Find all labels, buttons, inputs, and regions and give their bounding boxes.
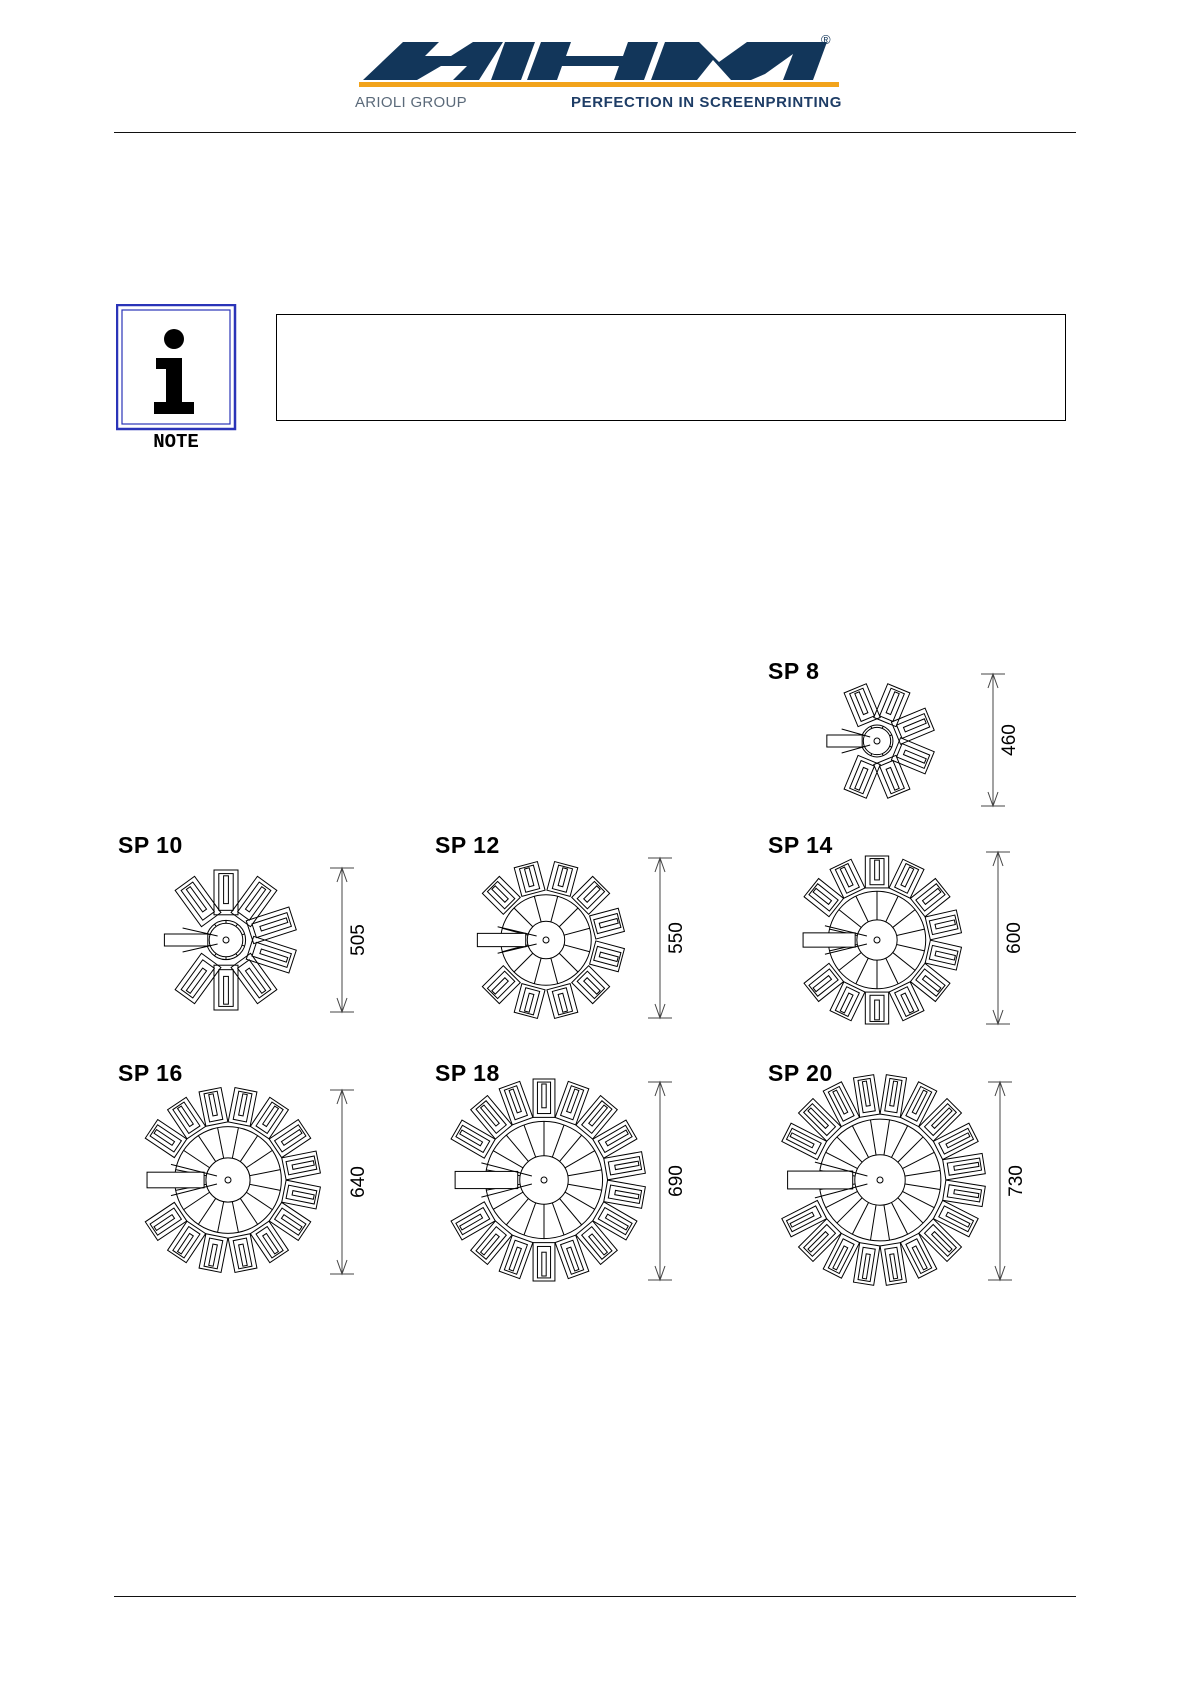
pallet-arm xyxy=(555,1235,589,1279)
note-text-box xyxy=(276,314,1066,421)
hub xyxy=(527,921,564,958)
carousel-drawing xyxy=(760,1058,1110,1294)
model-diagram-sp8 xyxy=(760,654,1050,810)
pallet-arm xyxy=(533,1079,555,1117)
dimension-value: 460 xyxy=(999,724,1020,756)
loading-table xyxy=(827,735,862,747)
loading-table xyxy=(788,1171,853,1189)
carousel-drawing xyxy=(110,1058,460,1288)
model-label: SP 16 xyxy=(118,1060,183,1086)
model-label: SP 20 xyxy=(768,1060,833,1086)
pallet-arm xyxy=(593,1120,637,1158)
model-label: SP 14 xyxy=(768,832,833,858)
hub xyxy=(209,923,243,957)
pallet-arm xyxy=(514,984,545,1019)
pallet-arm xyxy=(865,856,888,888)
left-tagline: ARIOLI GROUP xyxy=(355,94,467,111)
hub xyxy=(206,1158,250,1202)
pallet-arm xyxy=(246,907,296,944)
dimension-value: 690 xyxy=(666,1165,687,1197)
pallet-arm xyxy=(145,1202,187,1240)
pallet-arm xyxy=(228,1088,257,1127)
hub xyxy=(520,1156,568,1204)
hub xyxy=(857,920,897,960)
pallet-arm xyxy=(593,1202,637,1240)
pallet-arm xyxy=(943,1153,986,1179)
model-label: SP 18 xyxy=(435,1060,500,1086)
pallet-arm xyxy=(250,1097,288,1139)
mhm-logo xyxy=(355,30,845,112)
pallet-arm xyxy=(874,755,910,798)
pallet-arm xyxy=(514,862,545,897)
dimension-value: 550 xyxy=(666,922,687,954)
dimension-value: 505 xyxy=(348,924,369,956)
pallet-arm xyxy=(844,684,880,727)
carousel-drawing xyxy=(760,830,1110,1036)
pallet-arm xyxy=(168,1097,206,1139)
model-label: SP 12 xyxy=(435,832,500,858)
pallet-arm xyxy=(943,1180,986,1206)
model-diagram-sp12 xyxy=(428,830,718,1020)
pallet-arm xyxy=(590,908,625,939)
pallet-arm xyxy=(891,708,934,744)
pallet-arm xyxy=(844,755,880,798)
model-label: SP 8 xyxy=(768,658,820,684)
pallet-arm xyxy=(547,984,578,1019)
pallet-arm xyxy=(576,1096,617,1139)
pallet-arm xyxy=(891,738,934,774)
model-diagram-sp16 xyxy=(110,1058,400,1278)
pallet-arm xyxy=(880,1075,906,1118)
dimension-value: 640 xyxy=(348,1166,369,1198)
header-rule xyxy=(114,132,1076,133)
loading-table xyxy=(147,1172,204,1188)
logo-orange-bar xyxy=(359,82,839,87)
loading-table xyxy=(164,934,207,946)
footer-rule xyxy=(114,1596,1076,1597)
pallet-arm xyxy=(853,1243,879,1286)
pallet-arm xyxy=(604,1152,646,1180)
pallet-arm xyxy=(471,1221,512,1264)
pallet-arm xyxy=(199,1088,228,1127)
logo-m-left xyxy=(363,42,503,80)
logo-m-right xyxy=(651,42,827,80)
pallet-arm xyxy=(269,1120,311,1158)
pallet-arm xyxy=(282,1180,321,1209)
right-tagline: PERFECTION IN SCREENPRINTING xyxy=(571,94,842,111)
note-label: NOTE xyxy=(153,431,199,452)
pallet-arm xyxy=(499,1081,533,1125)
pallet-arm xyxy=(865,992,888,1024)
carousel-drawing xyxy=(428,830,778,1030)
pallet-arm xyxy=(451,1202,495,1240)
pallet-arm xyxy=(853,1075,879,1118)
loading-table xyxy=(477,933,525,946)
loading-table xyxy=(455,1171,518,1188)
pallet-arm xyxy=(199,1234,228,1273)
pallet-arm xyxy=(547,862,578,897)
pallet-arm xyxy=(880,1243,906,1286)
logo-h xyxy=(527,42,658,80)
pallet-arm xyxy=(874,684,910,727)
pallet-arm xyxy=(250,1221,288,1263)
pallet-arm xyxy=(590,941,625,972)
pallet-arm xyxy=(145,1120,187,1158)
carousel-drawing xyxy=(428,1058,778,1294)
loading-table xyxy=(803,933,855,947)
pallet-arm xyxy=(246,936,296,973)
pallet-arm xyxy=(499,1235,533,1279)
carousel-drawing xyxy=(110,830,460,1026)
pallet-arm xyxy=(555,1081,589,1125)
model-label: SP 10 xyxy=(118,832,183,858)
model-diagram-sp10 xyxy=(110,830,400,1016)
model-diagram-sp20 xyxy=(760,1058,1050,1284)
dimension-value: 730 xyxy=(1006,1165,1027,1197)
dimension-value: 600 xyxy=(1004,922,1025,954)
pallet-arm xyxy=(471,1096,512,1139)
pallet-arm xyxy=(269,1202,311,1240)
pallet-arm xyxy=(576,1221,617,1264)
pallet-arm xyxy=(533,1243,555,1281)
pallet-arm xyxy=(282,1151,321,1180)
pallet-arm xyxy=(925,940,961,970)
pallet-arm xyxy=(925,910,961,940)
pallet-arm xyxy=(168,1221,206,1263)
registered-mark: ® xyxy=(821,32,831,47)
pallet-arm xyxy=(228,1234,257,1273)
model-diagram-sp14 xyxy=(760,830,1050,1026)
model-diagram-sp18 xyxy=(428,1058,718,1284)
hub xyxy=(863,727,890,754)
note-info-icon xyxy=(116,304,238,452)
hub xyxy=(855,1155,905,1205)
pallet-arm xyxy=(451,1120,495,1158)
pallet-arm xyxy=(604,1180,646,1208)
